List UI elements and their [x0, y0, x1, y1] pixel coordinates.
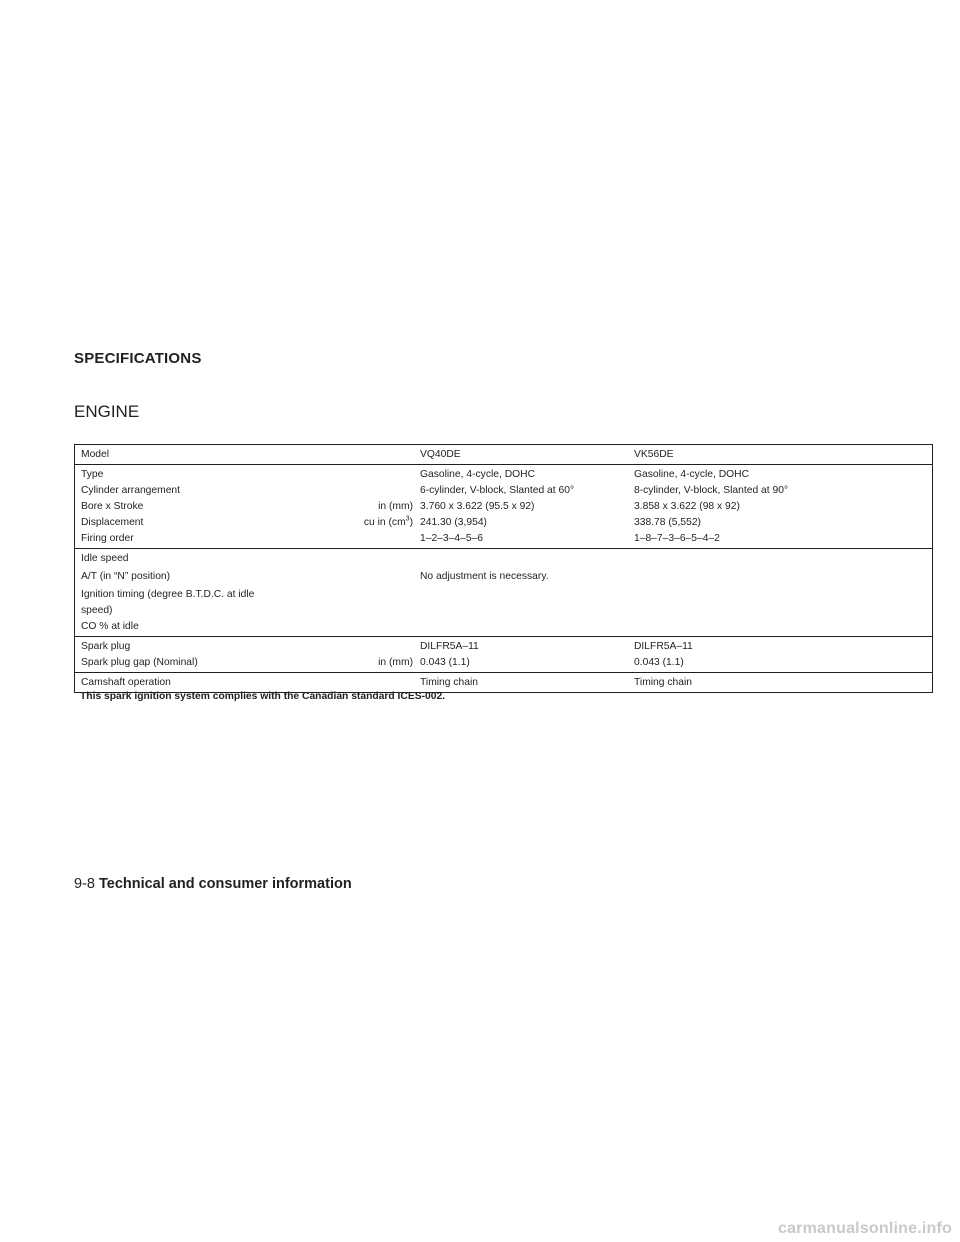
row-label: Spark plug gap (Nominal)	[81, 657, 198, 668]
unit-sup: 3	[405, 515, 410, 523]
header-col2: VK56DE	[634, 449, 674, 460]
row-unit: in (mm)	[378, 657, 413, 668]
row-col1: 3.760 x 3.622 (95.5 x 92)	[420, 501, 535, 512]
sub-title: ENGINE	[74, 402, 140, 421]
table-row	[75, 447, 932, 463]
row-col2: 8-cylinder, V-block, Slanted at 90°	[634, 485, 789, 496]
idle-at-label: A/T (in “N” position)	[81, 571, 171, 582]
row-unit	[407, 531, 413, 547]
chapter-title: Technical and consumer information	[98, 876, 352, 892]
compliance-footnote: This spark ignition system complies with the Canadian standard ICES-002.	[80, 691, 446, 702]
row-col2: 338.78 (5,552)	[634, 517, 701, 528]
idle-spec-group	[75, 548, 932, 636]
table-row	[75, 675, 932, 691]
row-col1: 241.30 (3,954)	[420, 517, 487, 528]
row-col1: 1–2–3–4–5–6	[420, 533, 483, 544]
row-col2: 1–8–7–3–6–5–4–2	[634, 533, 720, 544]
row-unit	[358, 515, 413, 531]
row-col2: DILFR5A–11	[634, 641, 693, 652]
unit-suffix: )	[409, 517, 413, 528]
row-unit: in (mm)	[378, 501, 413, 512]
page-number: 9-8	[74, 876, 95, 892]
general-spec-group	[75, 464, 932, 548]
idle-label: Idle speed	[81, 553, 129, 564]
row-col2: Gasoline, 4-cycle, DOHC	[634, 469, 750, 480]
row-unit	[407, 467, 413, 483]
table-header-group	[75, 445, 932, 464]
table-row	[75, 585, 932, 619]
table-row	[75, 619, 932, 635]
row-col2: Timing chain	[634, 677, 692, 688]
table-row	[75, 515, 932, 531]
section-title: SPECIFICATIONS	[74, 350, 202, 367]
header-col1: VQ40DE	[420, 449, 461, 460]
row-col2: 0.043 (1.1)	[634, 657, 684, 668]
camshaft-spec-group	[75, 672, 932, 692]
table-row	[75, 499, 932, 515]
row-label: Spark plug	[81, 641, 131, 652]
row-label: Displacement	[81, 517, 144, 528]
ignition-timing-label: Ignition timing (degree B.T.D.C. at idle speed)	[81, 589, 255, 616]
table-row	[75, 551, 932, 567]
row-unit	[407, 639, 413, 655]
row-col1: Timing chain	[420, 677, 478, 688]
spark-spec-group	[75, 636, 932, 672]
row-col1: 6-cylinder, V-block, Slanted at 60°	[420, 485, 575, 496]
row-col1: DILFR5A–11	[420, 641, 479, 652]
co-label: CO % at idle	[81, 621, 139, 632]
row-col1: 0.043 (1.1)	[420, 657, 470, 668]
row-label: Cylinder arrangement	[81, 485, 181, 496]
table-row	[75, 531, 932, 547]
table-row	[75, 567, 932, 585]
row-label: Firing order	[81, 533, 134, 544]
table-row	[75, 467, 932, 483]
idle-value: No adjustment is necessary.	[420, 571, 549, 582]
engine-spec-table	[74, 444, 933, 693]
header-label: Model	[81, 449, 110, 460]
table-row	[75, 483, 932, 499]
row-col2: 3.858 x 3.622 (98 x 92)	[634, 501, 740, 512]
row-label: Camshaft operation	[81, 677, 171, 688]
table-row	[75, 655, 932, 671]
row-col1: Gasoline, 4-cycle, DOHC	[420, 469, 536, 480]
row-label: Bore x Stroke	[81, 501, 144, 512]
watermark: carmanualsonline.info	[777, 1220, 952, 1237]
table-row	[75, 639, 932, 655]
page-footer	[74, 876, 352, 892]
row-label: Type	[81, 469, 104, 480]
unit-prefix: cu in (cm	[363, 517, 406, 528]
row-unit	[407, 483, 413, 499]
